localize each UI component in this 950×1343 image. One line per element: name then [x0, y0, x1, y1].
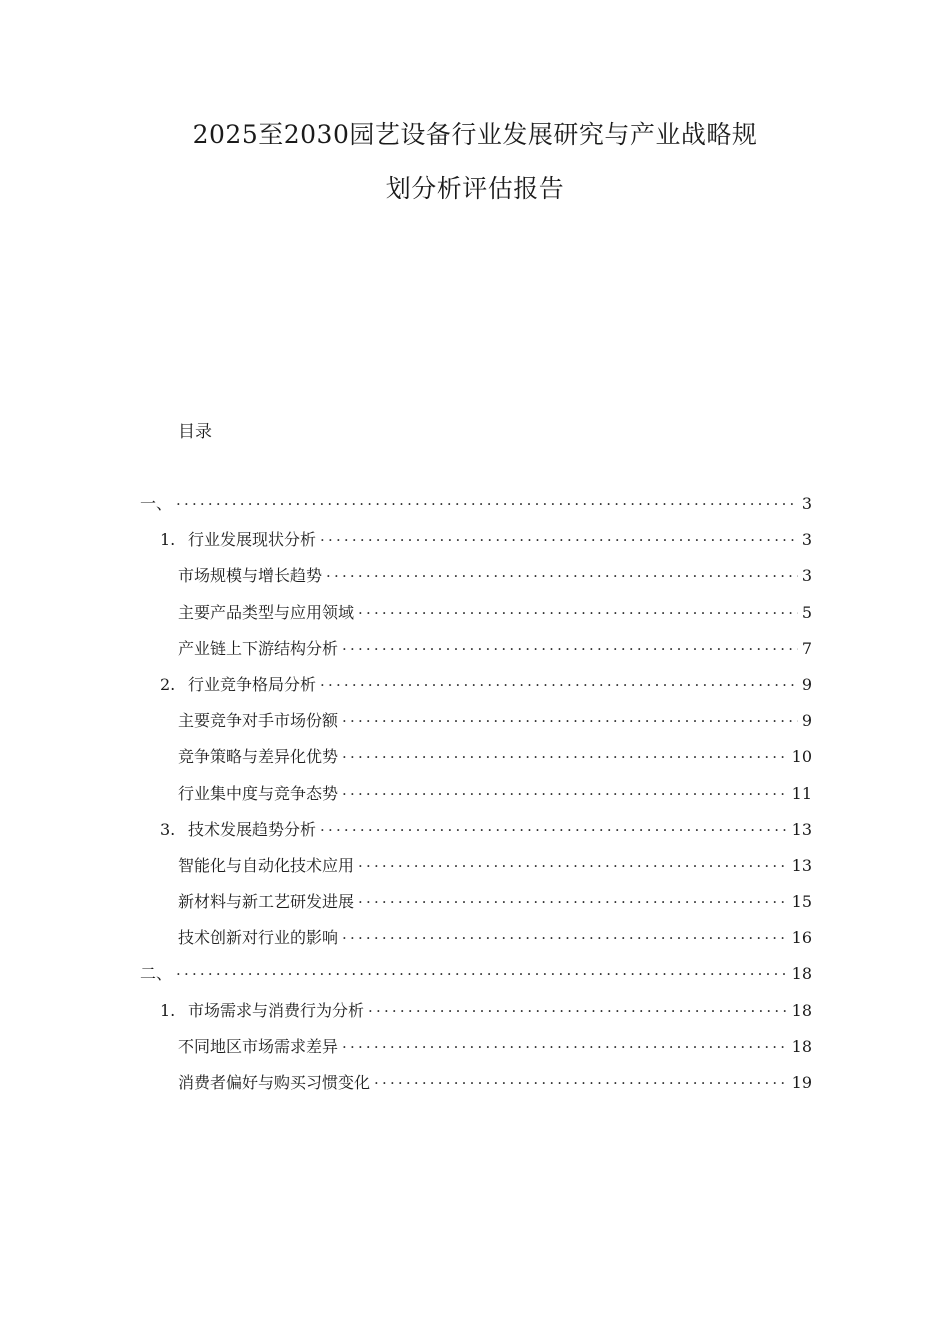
toc-entry[interactable] [140, 818, 812, 854]
toc-page-number: 5 [801, 602, 812, 622]
toc-dot-leader [342, 926, 788, 950]
toc-page-number: 3 [801, 566, 812, 586]
table-of-contents [140, 492, 812, 1107]
title-line-2: 划分析评估报告 [385, 174, 565, 203]
toc-page-number: 3 [801, 530, 812, 550]
toc-entry[interactable] [140, 890, 812, 926]
toc-page-number: 10 [791, 747, 812, 767]
toc-entry-title: 技术创新对行业的影响 [178, 928, 339, 948]
toc-entry-title: 主要竞争对手市场份额 [178, 711, 339, 731]
toc-entry-number: 二、 [140, 964, 173, 984]
toc-entry-title: 新材料与新工艺研发进展 [178, 892, 355, 912]
toc-dot-leader [176, 962, 788, 986]
toc-entry-title: 主要产品类型与应用领域 [178, 602, 355, 622]
toc-page-number: 16 [791, 928, 812, 948]
toc-dot-leader [342, 745, 788, 769]
toc-entry[interactable] [140, 601, 812, 637]
toc-dot-leader [176, 492, 798, 516]
toc-entry-title: 行业发展现状分析 [188, 530, 317, 550]
toc-page-number: 19 [791, 1073, 812, 1092]
toc-entry-number: 1. [160, 1000, 176, 1020]
toc-page-number: 15 [791, 892, 812, 912]
toc-entry[interactable] [140, 673, 812, 709]
toc-entry[interactable] [140, 564, 812, 600]
toc-page-number: 18 [791, 1036, 812, 1056]
document-title [150, 108, 800, 216]
toc-entry[interactable] [140, 926, 812, 962]
toc-entry[interactable] [140, 709, 812, 745]
toc-entry-title: 市场规模与增长趋势 [178, 566, 323, 586]
toc-dot-leader [342, 1035, 788, 1059]
toc-entry-title: 竞争策略与差异化优势 [178, 747, 339, 767]
toc-entry[interactable] [140, 637, 812, 673]
toc-dot-leader [320, 528, 798, 552]
toc-entry[interactable] [140, 782, 812, 818]
toc-dot-leader [342, 637, 798, 661]
toc-entry[interactable] [140, 1035, 812, 1071]
toc-dot-leader [326, 564, 798, 588]
toc-entry-title: 技术发展趋势分析 [188, 819, 317, 839]
toc-entry-title: 智能化与自动化技术应用 [178, 855, 355, 875]
toc-dot-leader [358, 601, 798, 625]
toc-page-number: 18 [791, 1000, 812, 1020]
toc-entry[interactable] [140, 1071, 812, 1107]
toc-page-number: 3 [801, 494, 812, 513]
toc-dot-leader [358, 890, 788, 914]
toc-page-number: 11 [791, 783, 812, 803]
toc-page-number: 18 [791, 964, 812, 984]
toc-entry-title: 消费者偏好与购买习惯变化 [178, 1073, 371, 1092]
toc-dot-leader [368, 999, 788, 1023]
toc-entry-title: 产业链上下游结构分析 [178, 638, 339, 658]
toc-page-number: 13 [791, 855, 812, 875]
toc-dot-leader [342, 782, 788, 806]
toc-entry-title: 行业竞争格局分析 [188, 674, 317, 694]
toc-entry[interactable] [140, 999, 812, 1035]
title-line-1: 2025至2030园艺设备行业发展研究与产业战略规 [192, 120, 758, 149]
toc-page-number: 9 [801, 674, 812, 694]
toc-page-number: 7 [801, 638, 812, 658]
toc-entry-title: 不同地区市场需求差异 [178, 1036, 339, 1056]
toc-entry-number: 1. [160, 530, 176, 550]
toc-entry[interactable] [140, 745, 812, 781]
toc-dot-leader [320, 818, 788, 842]
toc-page-number: 9 [801, 711, 812, 731]
toc-entry-number: 一、 [140, 494, 173, 513]
toc-dot-leader [358, 854, 788, 878]
toc-entry-number: 2. [160, 674, 176, 694]
toc-entry[interactable] [140, 528, 812, 564]
toc-entry[interactable] [140, 854, 812, 890]
toc-heading: 目录 [178, 422, 212, 442]
toc-entry-title: 行业集中度与竞争态势 [178, 783, 339, 803]
toc-entry[interactable] [140, 492, 812, 528]
toc-entry[interactable] [140, 962, 812, 998]
toc-entry-title: 市场需求与消费行为分析 [188, 1000, 365, 1020]
toc-dot-leader [374, 1071, 788, 1095]
toc-dot-leader [320, 673, 798, 697]
toc-dot-leader [342, 709, 798, 733]
toc-page-number: 13 [791, 819, 812, 839]
toc-entry-number: 3. [160, 819, 176, 839]
